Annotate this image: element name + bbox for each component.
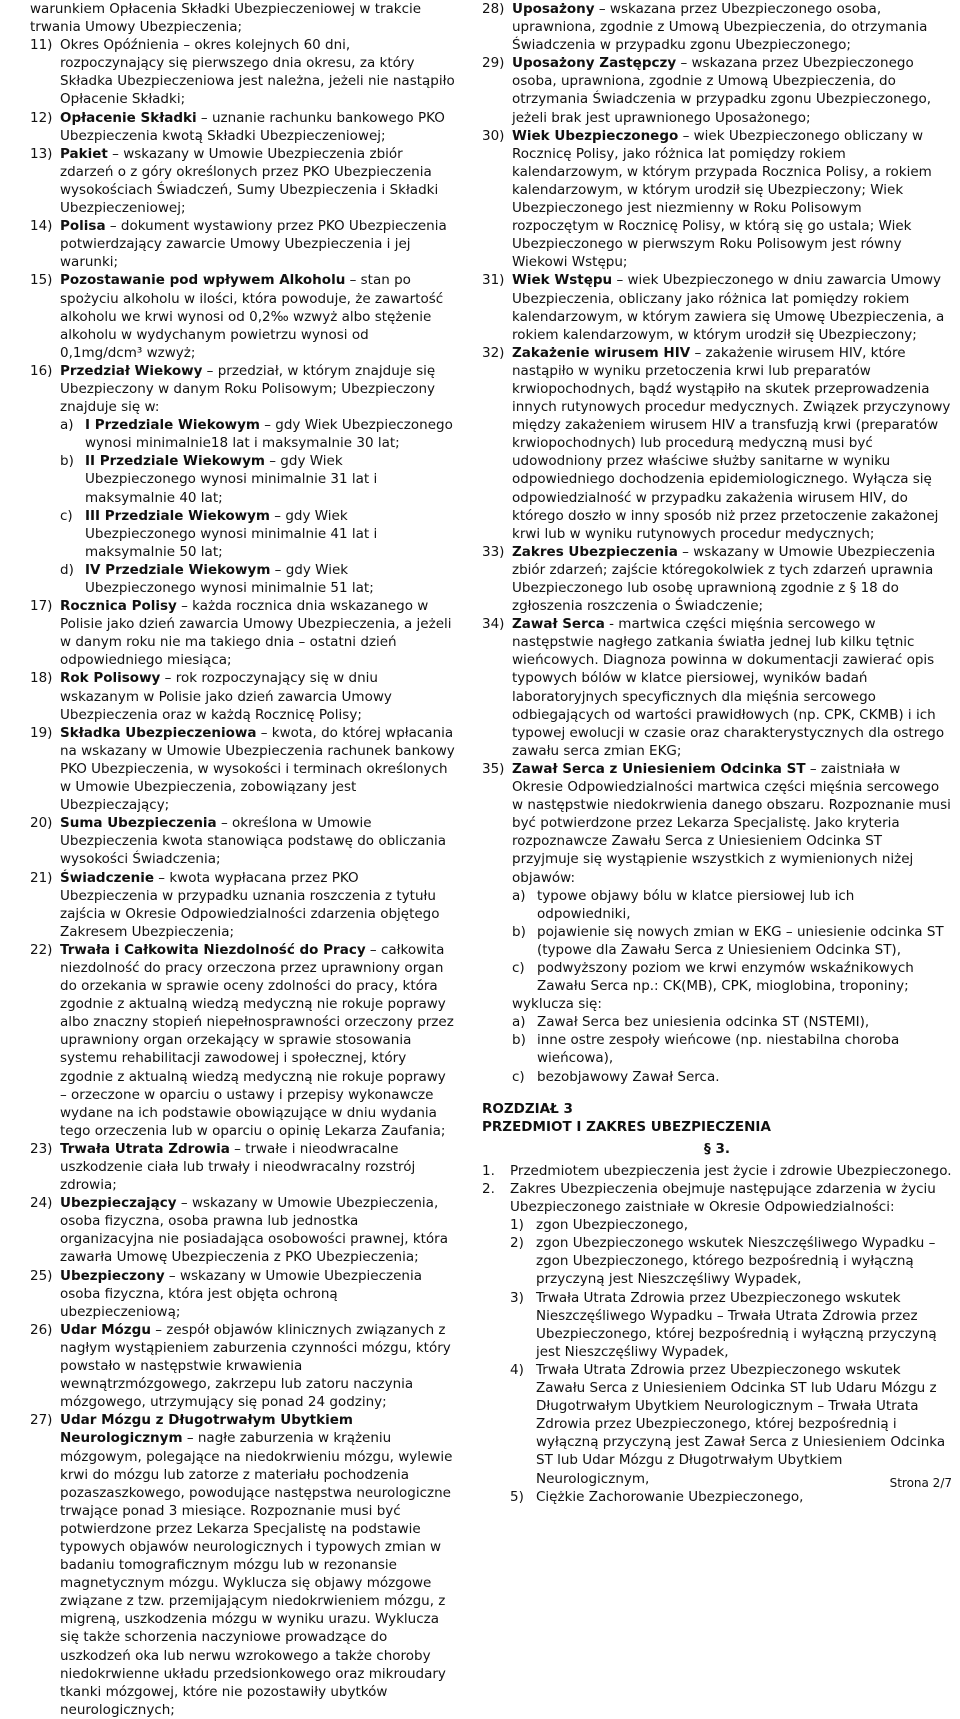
- item-text: [512, 543, 952, 615]
- insured-event-item: [510, 1361, 952, 1488]
- item-number: 23): [30, 1140, 53, 1157]
- definition-text: – rok rozpoczynający się w dniu wskazanym w Polisie jako dzień zawarcia Umowy Ubezpieczenia oraz w każdą Rocznicę Polisy;: [60, 670, 392, 723]
- definition-text: – trwałe i nieodwracalne uszkodzenie ciała lub trwały i nieodwracalny rozstrój zdrowia;: [60, 1140, 416, 1194]
- definition-item: [30, 362, 455, 416]
- item-number: 12): [30, 109, 53, 126]
- excludes-label: wyklucza się:: [512, 996, 602, 1013]
- point-number: 2.: [482, 1181, 495, 1197]
- definition-item: [30, 1267, 455, 1321]
- definition-item: [482, 543, 952, 615]
- defined-term: Ubezpieczający: [60, 1195, 177, 1212]
- item-text: [85, 452, 455, 506]
- item-number: a): [512, 887, 526, 904]
- item-number: 1): [510, 1217, 524, 1234]
- item-number: 30): [482, 127, 505, 144]
- item-text: Ciężkie Zachorowanie Ubezpieczonego,: [536, 1488, 804, 1505]
- definition-text: – kwota, do której wpłacania na wskazany w Umowie Ubezpieczenia rachunek bankowy PKO Ubezpieczenia, w wysokości i terminach określonych w Umowie Ubezpieczenia, zobowiązany jest Ubezpieczający;: [60, 724, 455, 814]
- item-text: [60, 1194, 455, 1266]
- item-text: pojawienie się nowych zmian w EKG – uniesienie odcinka ST (typowe dla Zawału Serca z Uniesieniem Odcinka ST),: [537, 923, 944, 958]
- definition-item: [30, 109, 455, 145]
- item-text: [512, 344, 952, 543]
- definition-text: – wiek Ubezpieczonego obliczany w Rocznicę Polisy, jako różnica lat pomiędzy rokiem kalendarzowym, w którym przypada Rocznica Polisy, a rokiem kalendarzowym, w którym urodził się Ubezpieczony; Wiek Ubezpieczonego jest niezmienny w Roku Polisowym rozpoczętym w Rocznicę Polisy, w którą się go ustala; Wiek Ubezpieczonego w pierwszym Roku Polisowym jest równy Wiekowi Wstępu;: [512, 127, 932, 271]
- defined-term: Opłacenie Składki: [60, 109, 197, 126]
- item-text: [512, 760, 952, 887]
- symptom-item: [512, 923, 952, 959]
- item-text: zgon Ubezpieczonego wskutek Nieszczęśliwego Wypadku – zgon Ubezpieczonego, którego bezpośrednią i wyłączną przyczyną jest Nieszczęśliwy Wypadek,: [536, 1235, 936, 1288]
- item-number: 17): [30, 598, 53, 615]
- defined-term: III Przedziale Wiekowym: [85, 507, 270, 524]
- definition-text: – przedział, w którym znajduje się Ubezpieczony w danym Roku Polisowym; Ubezpieczony znajduje się w:: [60, 362, 436, 416]
- item-number: 11): [30, 37, 53, 54]
- definition-text: – zakażenie wirusem HIV, które nastąpiło w wyniku przetoczenia krwi lub preparatów krwiopochodnych, bądź wystąpiło na skutek przeprowadzenia innych rutynowych procedur medycznych. Związek przyczynowy między zakażeniem wirusem HIV a transfuzją krwi (preparatów krwiopochodnych) lub procedurą medyczną musi być udowodniony przez właściwe służby sanitarne w wyniku odpowiedniego dochodzenia epidemiologicznego. Wyłącza się odpowiedzialność w przypadku zakażenia wirusem HIV, do którego doszło w inny sposób niż przez przetoczenie zakażonej krwi lub w wyniku rutynowych procedur medycznych;: [512, 344, 951, 542]
- definition-text: – wskazany w Umowie Ubezpieczenia, osoba fizyczna, osoba prawna lub jednostka organizacyjna nie posiadająca osobowości prawnej, która zawarła Umowę Ubezpieczenia z PKO Ubezpieczenia;: [60, 1195, 449, 1266]
- item-text: [512, 127, 952, 272]
- defined-term: Zawał Serca z Uniesieniem Odcinka ST: [512, 760, 806, 777]
- item-number: 3): [510, 1289, 524, 1306]
- item-text: typowe objawy bólu w klatce piersiowej lub ich odpowiedniki,: [537, 887, 855, 922]
- symptom-item: [512, 959, 952, 995]
- definition-text: – wiek Ubezpieczonego w dniu zawarcia Umowy Ubezpieczenia, obliczany jako różnica lat pomiędzy rokiem kalendarzowym, w którym zawiera się Umowę Ubezpieczenia, a rokiem kalendarzowym, w którym urodził się Ubezpieczony;: [512, 272, 945, 343]
- item-text: [60, 1140, 455, 1194]
- item-number: c): [60, 507, 73, 524]
- definition-item: [482, 127, 952, 272]
- definition-text: – określona w Umowie Ubezpieczenia kwota stanowiąca podstawę do obliczania wysokości Świadczenia;: [60, 815, 447, 868]
- definition-text: – wskazany w Umowie Ubezpieczenia zbiór zdarzeń o z góry określonych przez PKO Ubezpieczenia wysokościach Świadczeń, Sumy Ubezpieczenia i Składki Ubezpieczeniowej;: [60, 145, 439, 217]
- definition-item: [30, 1140, 455, 1194]
- definition-text: – kwota wypłacana przez PKO Ubezpieczenia w przypadku uznania roszczenia z tytułu zajścia w Okresie Odpowiedzialności zdarzenia objętego Zakresem Ubezpieczenia;: [60, 869, 440, 940]
- item-text: Trwała Utrata Zdrowia przez Ubezpieczonego wskutek Zawału Serca z Uniesieniem Odcinka ST lub Udaru Mózgu z Długotrwałym Ubytkiem Neurologicznym – Trwała Utrata Zdrowia przez Ubezpieczonego, której bezpośrednią i wyłączną przyczyną jest Zawał Serca z Uniesieniem Odcinka ST lub Udar Mózgu z Długotrwałym Ubytkiem Neurologicznym,: [536, 1361, 946, 1487]
- chapter-number: ROZDZIAŁ 3: [482, 1100, 573, 1117]
- item-text: [85, 561, 455, 597]
- definition-item: [482, 271, 952, 343]
- item-number: 19): [30, 724, 53, 741]
- defined-term: Wiek Ubezpieczonego: [512, 127, 679, 144]
- item-text: [85, 416, 455, 452]
- numbered-point: [482, 1180, 952, 1216]
- definition-text: – gdy Wiek Ubezpieczonego wynosi minimalnie18 lat i maksymalnie 30 lat;: [85, 417, 453, 452]
- chapter-title: PRZEDMIOT I ZAKRES UBEZPIECZENIA: [482, 1118, 771, 1135]
- definition-item: [30, 597, 455, 669]
- item-number: 32): [482, 344, 505, 361]
- defined-term: Trwała i Całkowita Niezdolność do Pracy: [60, 941, 366, 958]
- defined-term: Zakres Ubezpieczenia: [512, 543, 678, 560]
- item-text: [60, 814, 455, 868]
- item-text: [512, 54, 952, 126]
- item-text: [60, 869, 455, 941]
- point-text: Zakres Ubezpieczenia obejmuje następujące zdarzenia w życiu Ubezpieczonego zaistniałe w Okresie Odpowiedzialności:: [510, 1181, 936, 1216]
- item-text: [60, 669, 455, 723]
- item-number: 28): [482, 1, 505, 17]
- item-text: [60, 145, 455, 217]
- item-number: 25): [30, 1267, 53, 1284]
- definition-text: – dokument wystawiony przez PKO Ubezpieczenia potwierdzający zawarcie Umowy Ubezpieczenia i jej warunki;: [60, 218, 447, 271]
- definition-text: – zespół objawów klinicznych związanych z nagłym wystąpieniem zaburzenia czynności mózgu, który powstało w następstwie krwawienia wewnątrzmózgowego, zakrzepu lub zatoru naczynia mózgowego, utrzymujący się ponad 24 godziny;: [60, 1321, 451, 1411]
- chapter-heading: [482, 1100, 952, 1136]
- defined-term: Trwała Utrata Zdrowia: [60, 1140, 230, 1157]
- paragraph-symbol: § 3.: [704, 1140, 730, 1157]
- defined-term: Uposażony Zastępczy: [512, 55, 677, 72]
- point-text: Przedmiotem ubezpieczenia jest życie i zdrowie Ubezpieczonego.: [510, 1162, 952, 1179]
- item-number: 16): [30, 362, 53, 379]
- defined-term: Uposażony: [512, 1, 595, 17]
- definition-text: Okres Opóźnienia – okres kolejnych 60 dni, rozpoczynający się pierwszego dnia okresu, za który Składka Ubezpieczeniowa jest należna, jeżeli nie nastąpiło Opłacenie Składki;: [60, 37, 455, 108]
- definition-text: – gdy Wiek Ubezpieczonego wynosi minimalnie 31 lat i maksymalnie 40 lat;: [85, 453, 378, 506]
- age-range-item: [60, 416, 455, 452]
- excluded-item: [512, 1031, 952, 1067]
- item-text: Zawał Serca bez uniesienia odcinka ST (NSTEMI),: [537, 1014, 870, 1031]
- item-number: 13): [30, 145, 53, 162]
- defined-term: Suma Ubezpieczenia: [60, 815, 217, 832]
- defined-term: Przedział Wiekowy: [60, 362, 203, 379]
- defined-term: II Przedziale Wiekowym: [85, 453, 265, 470]
- definition-item: [482, 0, 952, 54]
- definition-item: [30, 669, 455, 723]
- item-text: [60, 724, 455, 814]
- item-number: a): [60, 417, 74, 434]
- item-number: 15): [30, 272, 53, 289]
- defined-term: Pozostawanie pod wpływem Alkoholu: [60, 272, 346, 289]
- item-text: [60, 271, 455, 361]
- item-number: 35): [482, 760, 505, 777]
- definition-text: – wskazany w Umowie Ubezpieczenia osoba fizyczna, która jest objęta ochroną ubezpieczeniową;: [60, 1267, 422, 1320]
- point-number: 1.: [482, 1162, 495, 1179]
- excluded-item: [512, 1068, 952, 1086]
- item-number: 2): [510, 1235, 524, 1252]
- page-number: Strona 2/7: [889, 1476, 952, 1490]
- definition-item: [482, 344, 952, 543]
- item-number: b): [512, 1032, 526, 1049]
- definition-item: [30, 145, 455, 217]
- definition-text: - martwica części mięśnia sercowego w następstwie nagłego zatkania światła jednej lub kilku tętnic wieńcowych. Diagnoza powinna w dokumentacji zawierać opis typowych bólów w klatce piersiowej, wyników badań laboratoryjnych specyficznych dla mięśnia sercowego odbiegających od wartości prawidłowych (np. CPK, CKMB) i ich typowej ewolucji w czasie oraz charakterystycznych dla ostrego zawału serca zmian EKG;: [512, 616, 945, 759]
- item-number: 27): [30, 1412, 53, 1429]
- defined-term: Rok Polisowy: [60, 670, 161, 687]
- definition-item: [30, 869, 455, 941]
- item-number: 34): [482, 616, 505, 633]
- item-number: 29): [482, 55, 505, 72]
- definition-text: – wskazany w Umowie Ubezpieczenia zbiór zdarzeń; zajście któregokolwiek z tych zdarzeń uprawnia Ubezpieczonego lub osobę uprawnioną zgodnie z § 18 do zgłoszenia roszczenia o Świadczenie;: [512, 543, 936, 615]
- item-text: [60, 109, 455, 145]
- insured-event-item: [510, 1234, 952, 1288]
- definition-item: [482, 615, 952, 760]
- definition-item: [30, 271, 455, 361]
- defined-term: Ubezpieczony: [60, 1267, 165, 1284]
- right-column: [482, 0, 952, 1506]
- item-number: 24): [30, 1195, 53, 1212]
- age-range-item: [60, 507, 455, 561]
- definition-item: [30, 36, 455, 108]
- definition-text: – gdy Wiek Ubezpieczonego wynosi minimalnie 51 lat;: [85, 561, 374, 596]
- defined-term: Udar Mózgu: [60, 1321, 151, 1338]
- item-text: bezobjawowy Zawał Serca.: [537, 1068, 720, 1085]
- definition-item: [30, 1194, 455, 1266]
- item-text: [85, 507, 455, 561]
- item-number: 18): [30, 670, 53, 687]
- item-text: [60, 1321, 455, 1411]
- item-number: 21): [30, 869, 53, 886]
- definition-text: – gdy Wiek Ubezpieczonego wynosi minimalnie 41 lat i maksymalnie 50 lat;: [85, 507, 378, 560]
- item-number: 5): [510, 1488, 524, 1505]
- insured-event-item: [510, 1289, 952, 1361]
- defined-term: Zawał Serca: [512, 616, 605, 633]
- definition-text: – całkowita niezdolność do pracy orzeczona przez uprawniony organ do orzekania w sprawie oceny zdolności do pracy, która zgodnie z aktualną wiedzą medyczną nie rokuje poprawy albo znaczny stopień niepełnosprawności orzeczony przez uprawniony organ orzekający w sprawie stosowania systemu rehabilitacji zawodowej i społecznej, który zgodnie z aktualną wiedzą medyczną nie rokuje poprawy – orzeczone w oparciu o ustawy i przepisy wykonawcze wydane na ich podstawie obowiązujące w dniu wydania tego orzeczenia lub w oparciu o opinię Lekarza Zaufania;: [60, 941, 454, 1139]
- defined-term: Składka Ubezpieczeniowa: [60, 724, 257, 741]
- numbered-point: [482, 1162, 952, 1180]
- item-text: [60, 36, 455, 108]
- item-number: 14): [30, 218, 53, 235]
- item-number: b): [60, 453, 74, 470]
- excluded-item: [512, 1013, 952, 1031]
- definition-text: – zaistniała w Okresie Odpowiedzialności martwica części mięśnia sercowego w następstwie niedokrwienia danego obszaru. Rozpoznanie musi być potwierdzone przez Lekarza Specjalistę. Jako kryteria rozpoznawcze Zawału Serca z Uniesieniem Odcinka ST przyjmuje się wystąpienie wszystkich z wymienionych niżej objawów:: [512, 760, 951, 886]
- defined-term: Świadczenie: [60, 869, 155, 886]
- definition-item: [30, 941, 455, 1140]
- item-number: 26): [30, 1321, 53, 1338]
- item-number: 31): [482, 272, 505, 289]
- symptom-item: [512, 887, 952, 923]
- item-number: c): [512, 959, 525, 976]
- defined-term: I Przedziale Wiekowym: [85, 417, 260, 434]
- definition-item: [30, 724, 455, 814]
- definition-item: [482, 760, 952, 887]
- defined-term: Polisa: [60, 218, 106, 235]
- defined-term: Pakiet: [60, 145, 108, 162]
- item-number: b): [512, 923, 526, 940]
- left-column: [30, 0, 455, 1719]
- defined-term: Udar Mózgu z Długotrwałym Ubytkiem Neurologicznym: [60, 1412, 353, 1447]
- item-text: [60, 362, 455, 416]
- insured-event-item: [510, 1488, 952, 1506]
- item-number: 33): [482, 543, 505, 560]
- definition-item: [30, 1321, 455, 1411]
- definition-item: [30, 1411, 455, 1719]
- definition-item: [30, 814, 455, 868]
- definition-item: [482, 54, 952, 126]
- definition-text: – nagłe zaburzenia w krążeniu mózgowym, polegające na niedokrwieniu mózgu, wylewie krwi do mózgu lub zatorze z materiału pochodzenia pozaszaszkowego, powodujące następstwa neurologiczne trwające ponad 3 miesiące. Rozpoznanie musi być potwierdzone przez Lekarza Specjalistę na podstawie typowych objawów neurologicznych i typowych zmian w badaniu tomograficznym mózgu lub w rezonansie magnetycznym mózgu. Wyklucza się objawy mózgowe związane z tzw. przemijającym niedokrwieniem mózgu, z migreną, uszkodzenia mózgu w wyniku urazu. Wyklucza się także schorzenia naczyniowe prowadzące do uszkodzeń oka lub nerwu wzrokowego a także choroby niedokrwienne układu przedsionkowego oraz mikroudary tkanki mózgowej, które nie pozostawiły ubytków neurologicznych;: [60, 1430, 453, 1718]
- item-text: podwyższony poziom we krwi enzymów wskaźnikowych Zawału Serca np.: CK(MB), CPK, mioglobina, troponiny;: [537, 959, 914, 995]
- item-text: [60, 217, 455, 271]
- definition-text: – każda rocznica dnia wskazanego w Polisie jako dzień zawarcia Umowy Ubezpieczenia, a jeżeli w danym roku nie ma takiego dnia – ostatni dzień odpowiedniego miesiąca;: [60, 598, 452, 669]
- definition-text: – wskazana przez Ubezpieczonego osoba, uprawniona, zgodnie z Umową Ubezpieczenia, do otrzymania Świadczenia w przypadku zgonu Ubezpieczonego, jeżeli brak jest uprawnionego Uposażonego;: [512, 55, 932, 126]
- definition-text: – uznanie rachunku bankowego PKO Ubezpieczenia kwotą Składki Ubezpieczeniowej;: [60, 109, 445, 144]
- defined-term: Rocznica Polisy: [60, 598, 177, 615]
- item-text: inne ostre zespoły wieńcowe (np. niestabilna choroba wieńcowa),: [537, 1032, 900, 1067]
- item-text: [512, 615, 952, 760]
- item-text: [60, 941, 455, 1140]
- item-number: 20): [30, 815, 53, 832]
- item-number: d): [60, 561, 74, 578]
- definition-text: – wskazana przez Ubezpieczonego osoba, uprawniona, zgodnie z Umową Ubezpieczenia, do otrzymania Świadczenia w przypadku zgonu Ubezpieczonego;: [512, 1, 928, 54]
- age-range-item: [60, 452, 455, 506]
- item-text: zgon Ubezpieczonego,: [536, 1217, 688, 1234]
- insured-event-item: [510, 1216, 952, 1234]
- definition-text: – stan po spożyciu alkoholu w ilości, która powoduje, że zawartość alkoholu we krwi wynosi od 0,2‰ wzwyż albo stężenie alkoholu w wydychanym powietrzu wynosi od 0,1mg/dcm³ wzwyż;: [60, 272, 444, 361]
- item-number: 4): [510, 1361, 524, 1378]
- definition-item: [30, 217, 455, 271]
- item-text: [512, 271, 952, 343]
- item-number: 22): [30, 941, 53, 958]
- continued-text-line: warunkiem Opłacenia Składki Ubezpieczeniowej w trakcie: [30, 1, 422, 17]
- age-range-item: [60, 561, 455, 597]
- item-number: a): [512, 1014, 526, 1031]
- defined-term: Zakażenie wirusem HIV: [512, 344, 691, 361]
- item-text: [512, 0, 952, 54]
- item-text: [60, 1411, 455, 1719]
- item-text: [60, 1267, 455, 1321]
- item-text: Trwała Utrata Zdrowia przez Ubezpieczonego wskutek Nieszczęśliwego Wypadku – Trwała Utrata Zdrowia przez Ubezpieczonego, której bezpośrednią i wyłączną przyczyną jest Nieszczęśliwy Wypadek,: [536, 1289, 937, 1360]
- item-number: c): [512, 1068, 525, 1085]
- continued-text-line: trwania Umowy Ubezpieczenia;: [30, 19, 243, 36]
- defined-term: Wiek Wstępu: [512, 272, 613, 289]
- item-text: [60, 597, 455, 669]
- defined-term: IV Przedziale Wiekowym: [85, 561, 271, 578]
